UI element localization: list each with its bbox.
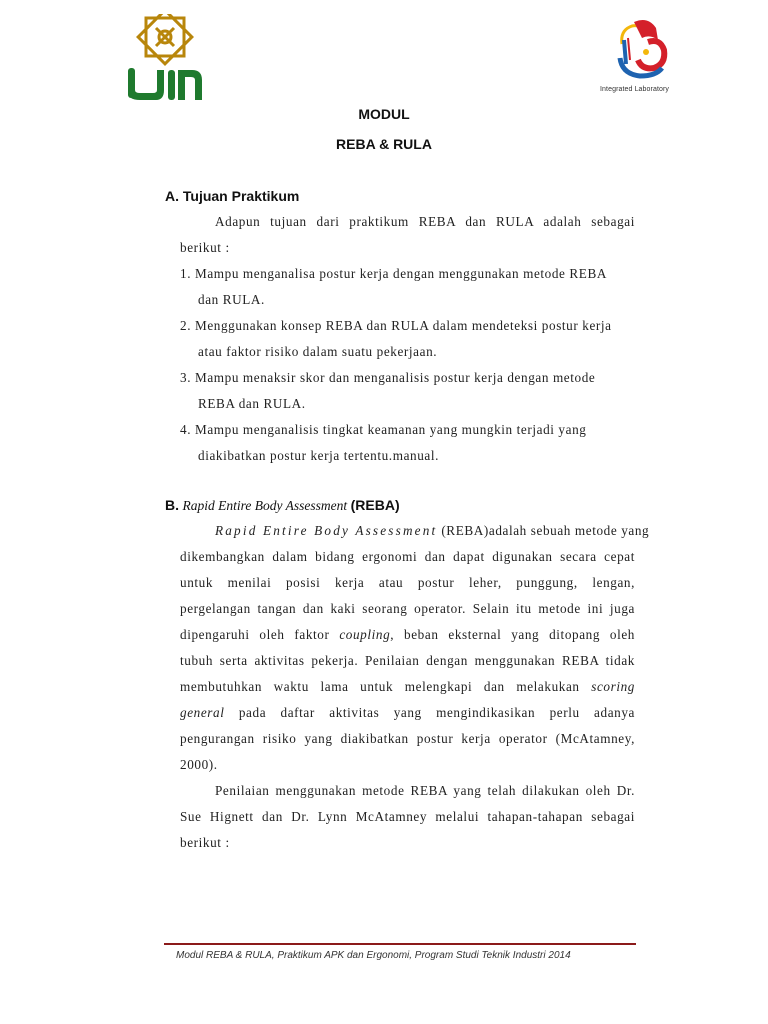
list-item-3-cont: REBA dan RULA. (198, 396, 306, 411)
section-b-heading-italic: Rapid Entire Body Assessment (182, 498, 348, 513)
reba-para1-line9: pengurangan risiko yang diakibatkan postur kerja operator (McAtamney, (180, 731, 635, 746)
list-item-1-cont: dan RULA. (198, 292, 265, 307)
general-term-italic: general (180, 705, 225, 720)
reba-para1-line6: tubuh serta aktivitas pekerja. Penilaian dengan menggunakan REBA tidak (180, 653, 635, 668)
reba-para1-line1-rest: (REBA)adalah sebuah metode yang (441, 523, 650, 538)
reba-para1-line5-b: , beban eksternal yang ditopang oleh (390, 627, 635, 642)
section-b-heading-suffix: (REBA) (350, 497, 400, 513)
list-item-2: 2. Menggunakan konsep REBA dan RULA dalam mendeteksi postur kerja (180, 318, 612, 333)
lab-logo-caption: Integrated Laboratory (600, 86, 670, 93)
reba-para1-line8-b: pada daftar aktivitas yang mengindikasikan perlu adanya (238, 705, 635, 720)
scoring-term-italic: scoring (591, 679, 635, 694)
reba-para1-line8 (180, 705, 635, 721)
reba-term-italic: Rapid Entire Body Assessment (215, 523, 438, 538)
reba-para2-line3: berikut : (180, 835, 230, 850)
module-title: MODUL (358, 106, 410, 122)
reba-para1-line4: pergelangan tangan dan kaki seorang operator. Selain itu metode ini juga (180, 601, 635, 616)
list-item-2-cont: atau faktor risiko dalam suatu pekerjaan. (198, 344, 438, 359)
list-item-1: 1. Mampu menganalisa postur kerja dengan menggunakan metode REBA (180, 266, 607, 281)
section-a-intro-line1: Adapun tujuan dari praktikum REBA dan RULA adalah sebagai (215, 214, 635, 229)
reba-para1-line1 (215, 523, 650, 539)
section-a-intro-line2: berikut : (180, 240, 230, 255)
reba-para1-line5 (180, 627, 635, 643)
uin-logo (126, 14, 204, 100)
reba-para2-line2: Sue Hignett dan Dr. Lynn McAtamney melalui tahapan-tahapan sebagai (180, 809, 635, 824)
list-item-4-cont: diakibatkan postur kerja tertentu.manual. (198, 448, 440, 463)
reba-para2-line1: Penilaian menggunakan metode REBA yang telah dilakukan oleh Dr. (215, 783, 635, 798)
reba-para1-line3: untuk menilai posisi kerja atau postur leher, punggung, lengan, (180, 575, 635, 590)
reba-para1-line5-a: dipengaruhi oleh faktor (180, 627, 330, 642)
list-item-4: 4. Mampu menganalisis tingkat keamanan yang mungkin terjadi yang (180, 422, 587, 437)
reba-para1-line2: dikembangkan dalam bidang ergonomi dan dapat digunakan secara cepat (180, 549, 635, 564)
section-a-heading: A. Tujuan Praktikum (165, 188, 300, 204)
coupling-term-italic: coupling (339, 627, 391, 642)
list-item-3: 3. Mampu menaksir skor dan menganalisis postur kerja dengan metode (180, 370, 596, 385)
module-subtitle: REBA & RULA (336, 136, 432, 152)
footer-rule (164, 943, 636, 945)
reba-para1-line10: 2000). (180, 757, 218, 772)
page-footer: Modul REBA & RULA, Praktikum APK dan Ergonomi, Program Studi Teknik Industri 2014 (176, 950, 571, 961)
section-b-heading (165, 497, 400, 515)
section-b-prefix: B. (165, 497, 179, 513)
reba-para1-line7-a: membutuhkan waktu lama untuk melengkapi dan melakukan (180, 679, 580, 694)
reba-para1-line7 (180, 679, 635, 695)
